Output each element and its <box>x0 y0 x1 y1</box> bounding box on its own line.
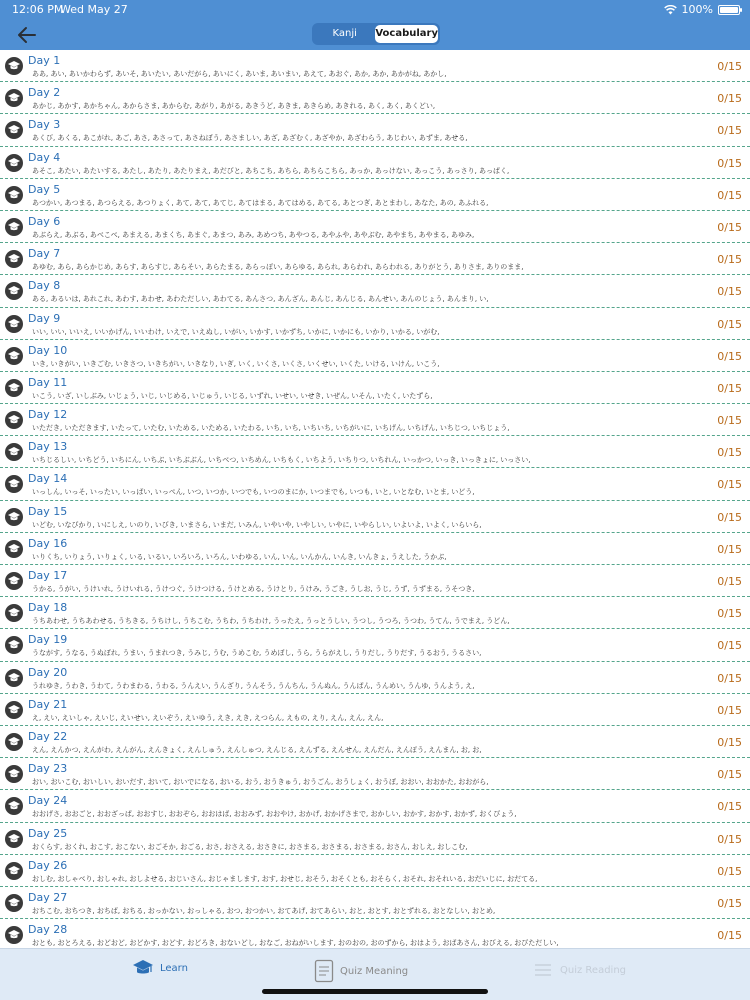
day-progress: 0/15 <box>717 60 742 73</box>
day-progress: 0/15 <box>717 542 742 556</box>
back-button[interactable] <box>14 22 40 48</box>
day-title: Day 3 <box>28 118 61 132</box>
day-row[interactable] <box>0 436 750 468</box>
day-progress: 0/15 <box>717 929 742 943</box>
day-row[interactable] <box>0 82 750 114</box>
day-list <box>0 50 750 948</box>
day-word-list: うちあわせ, うちあわせる, うちきる, うちけし, うちこむ, うちわ, うちわけ, うったえ, うっとうしい, うつし, うつろ, うつわ, うてん, うでまえ, うどん, <box>32 617 510 626</box>
day-title: Day 17 <box>28 569 68 582</box>
day-row[interactable] <box>0 855 750 887</box>
day-progress: 0/15 <box>717 188 742 202</box>
day-progress: 0/15 <box>717 285 742 299</box>
day-progress: 0/15 <box>717 317 742 331</box>
day-progress: 0/15 <box>717 832 742 846</box>
day-word-list: おちこむ, おちつき, おちば, おちる, おっかない, おっしゃる, おつ, おつかい, おてあげ, おてあらい, おと, おとす, おとずれる, おとなしい, おとめ, <box>32 906 496 915</box>
day-word-list: え, えい, えいしゃ, えいじ, えいせい, えいぞう, えいゆう, えき, えき, えつらん, えもの, えり, えん, えん, えん, <box>32 713 384 722</box>
day-word-list: いっしん, いっそ, いったい, いっぱい, いっぺん, いつ, いつか, いつでも, いつのまにか, いつまでも, いつも, いと, いとなむ, いとま, いどう, <box>32 488 475 497</box>
tab-kanji[interactable]: Kanji <box>332 28 357 39</box>
day-row[interactable] <box>0 50 750 82</box>
graduation-cap-icon <box>5 636 23 654</box>
day-progress: 0/15 <box>717 156 742 170</box>
day-title: Day 21 <box>28 697 68 711</box>
day-progress: 0/15 <box>717 381 742 395</box>
graduation-cap-icon <box>5 540 23 558</box>
day-title: Day 16 <box>28 536 68 550</box>
day-title: Day 9 <box>28 311 61 325</box>
day-word-list: いちじるしい, いちどう, いちにん, いちぶ, いちぶぶん, いちべつ, いちめん, いちもく, いちよう, いちりつ, いちれん, いっかつ, いっき, いっきょに, いっさい, <box>32 456 531 465</box>
day-word-list: ある, あるいは, あれこれ, あわす, あわせ, あわただしい, あわてる, あんさつ, あんざん, あんじ, あんじる, あんせい, あんのじょう, あんまり, い, <box>32 295 489 304</box>
day-progress: 0/15 <box>717 864 742 878</box>
graduation-cap-icon <box>5 154 23 172</box>
graduation-cap-icon <box>5 89 23 107</box>
day-word-list: おおげさ, おおごと, おおざっぱ, おおすじ, おおぞら, おおはば, おおみず, おおやけ, おかげ, おかげさまで, おかしい, おかす, おかす, おかず, おくびょう, <box>32 810 517 819</box>
day-progress: 0/15 <box>717 124 742 138</box>
tab-vocabulary[interactable]: Vocabulary <box>375 25 438 43</box>
day-progress: 0/15 <box>717 220 742 234</box>
day-row[interactable] <box>0 308 750 340</box>
day-progress: 0/15 <box>717 671 742 685</box>
day-progress: 0/15 <box>717 639 742 653</box>
graduation-cap-icon <box>5 347 23 365</box>
day-title: Day 26 <box>28 858 68 872</box>
day-word-list: あくび, あくる, あこがれ, あご, あさ, あさって, あさねぼう, あさましい, あざ, あざむく, あざやか, あざわらう, あじわい, あずま, あせる, <box>32 134 468 143</box>
graduation-cap-icon <box>5 733 23 751</box>
day-word-list: うれゆき, うわき, うわて, うわまわる, うわる, うんえい, うんざり, うんそう, うんちん, うんぬん, うんぱん, うんめい, うんゆ, うんよう, え, <box>32 681 475 690</box>
graduation-cap-icon <box>5 508 23 526</box>
tab-learn[interactable] <box>132 959 188 977</box>
graduation-cap-icon <box>5 121 23 139</box>
day-title: Day 24 <box>28 794 68 808</box>
day-title: Day 22 <box>28 729 68 743</box>
day-title: Day 4 <box>28 150 61 164</box>
day-title: Day 8 <box>28 279 61 293</box>
day-title: Day 1 <box>28 54 61 67</box>
graduation-cap-icon <box>5 282 23 300</box>
day-title: Day 20 <box>28 665 68 679</box>
tab-quiz-reading[interactable] <box>532 959 626 981</box>
day-row[interactable] <box>0 468 750 500</box>
graduation-cap-icon <box>5 186 23 204</box>
status-bar <box>0 0 750 18</box>
day-row[interactable] <box>0 533 750 565</box>
day-progress: 0/15 <box>717 735 742 749</box>
day-word-list: いりくち, いりょう, いりょく, いる, いるい, いろいろ, いろん, いわゆる, いん, いん, いんかん, いんき, いんきょ, うえした, うかぶ, <box>32 552 447 561</box>
day-row[interactable] <box>0 275 750 307</box>
graduation-cap-icon <box>5 411 23 429</box>
day-word-list: あかじ, あかす, あかちゃん, あからさま, あからむ, あがり, あがる, あきうど, あきま, あきらめ, あきれる, あく, あく, あくどい, <box>32 102 436 111</box>
day-progress: 0/15 <box>717 349 742 363</box>
tab-quiz-reading-label: Quiz Reading <box>560 964 627 976</box>
status-right <box>664 3 740 16</box>
day-word-list: おしむ, おしゃべり, おしゃれ, おしよせる, おじいさん, おじゃまします, おす, おせじ, おそう, おそくとも, おそらく, おそれ, おそれいる, おだいじに, おだてる, <box>32 874 538 883</box>
day-row[interactable] <box>0 404 750 436</box>
day-title: Day 27 <box>28 890 68 904</box>
day-title: Day 12 <box>28 408 68 422</box>
day-title: Day 14 <box>28 472 68 486</box>
day-title: Day 25 <box>28 826 68 840</box>
graduation-cap-icon <box>5 572 23 590</box>
tab-learn-label: Learn <box>160 962 188 974</box>
graduation-cap-icon <box>5 218 23 236</box>
segmented-control <box>312 23 440 45</box>
day-title: Day 13 <box>28 440 68 454</box>
day-word-list: あつかい, あつまる, あつらえる, あつりょく, あて, あて, あてじ, あてはまる, あてはめる, あてる, あとつぎ, あとまわし, あなた, あの, あふれる, <box>32 198 489 207</box>
status-time: 12:06 PM <box>12 3 64 16</box>
graduation-cap-icon <box>5 57 23 75</box>
day-row[interactable] <box>0 629 750 661</box>
day-title: Day 15 <box>28 504 68 518</box>
day-progress: 0/15 <box>717 575 742 588</box>
day-row[interactable] <box>0 565 750 597</box>
day-title: Day 2 <box>28 86 61 100</box>
day-word-list: いただき, いただきます, いたって, いたむ, いためる, いためる, いたわる, いち, いち, いちいち, いちがいに, いちげん, いちげん, いちじつ, いちじょう, <box>32 424 510 433</box>
day-title: Day 5 <box>28 182 61 196</box>
tab-quiz-meaning[interactable] <box>314 959 408 983</box>
day-title: Day 28 <box>28 923 68 937</box>
day-progress: 0/15 <box>717 414 742 428</box>
day-row[interactable] <box>0 694 750 726</box>
day-row[interactable] <box>0 340 750 372</box>
day-progress: 0/15 <box>717 607 742 621</box>
day-progress: 0/15 <box>717 510 742 524</box>
graduation-cap-icon <box>5 830 23 848</box>
day-word-list: あそこ, あたい, あたいする, あたし, あたり, あたりまえ, あだびと, あちこち, あちら, あちらこちら, あっか, あっけない, あっこう, あっさり, あっぱく, <box>32 166 510 175</box>
day-word-list: えん, えんかつ, えんがわ, えんがん, えんきょく, えんしゅう, えんしゅつ, えんじる, えんずる, えんせん, えんだん, えんぽう, えんまん, お, お, <box>32 745 482 754</box>
day-row[interactable] <box>0 662 750 694</box>
day-progress: 0/15 <box>717 703 742 717</box>
graduation-cap-icon <box>5 475 23 493</box>
graduation-cap-icon <box>5 894 23 912</box>
wifi-icon <box>664 5 677 15</box>
graduation-cap-icon <box>5 669 23 687</box>
day-progress: 0/15 <box>717 478 742 492</box>
day-word-list: いい, いい, いいえ, いいかげん, いいわけ, いえで, いえぬし, いがい, いかす, いかずち, いかに, いかにも, いかり, いかる, いがむ, <box>32 327 440 336</box>
list-icon <box>532 959 554 981</box>
graduation-cap-icon <box>5 797 23 815</box>
day-word-list: いき, いきがい, いきごむ, いきさつ, いきちがい, いきなり, いぎ, いく, いくさ, いくさ, いくせい, いくた, いける, いけん, いこう, <box>32 359 440 368</box>
day-row[interactable] <box>0 147 750 179</box>
day-word-list: あゆむ, あら, あらかじめ, あらす, あらすじ, あらそい, あらたまる, あらっぽい, あらゆる, あられ, あらわれ, あらわれる, ありがとう, ありさま, ありのまま, <box>32 263 524 272</box>
day-title: Day 18 <box>28 601 68 615</box>
day-row[interactable] <box>0 887 750 919</box>
day-progress: 0/15 <box>717 253 742 267</box>
battery-percent: 100% <box>681 3 713 16</box>
day-word-list: いどむ, いなびかり, いにしえ, いのり, いびき, いまさら, いまだ, いみん, いやいや, いやしい, いやに, いやらしい, いよいよ, いよく, いらいら, <box>32 520 482 529</box>
graduation-cap-icon <box>132 959 154 977</box>
day-row[interactable] <box>0 211 750 243</box>
day-row[interactable] <box>0 726 750 758</box>
graduation-cap-icon <box>5 250 23 268</box>
day-title: Day 11 <box>28 375 68 389</box>
day-word-list: おい, おいこむ, おいしい, おいだす, おいて, おいでになる, おいる, おう, おうきゅう, おうごん, おうしょく, おうぼ, おおい, おおかた, おおがら, <box>32 778 489 787</box>
day-progress: 0/15 <box>717 896 742 910</box>
battery-icon <box>718 5 740 15</box>
quiz-card-icon <box>314 959 334 983</box>
back-arrow-icon <box>14 22 40 48</box>
day-progress: 0/15 <box>717 92 742 106</box>
day-title: Day 10 <box>28 343 68 357</box>
day-title: Day 19 <box>28 633 68 647</box>
graduation-cap-icon <box>5 701 23 719</box>
day-row[interactable] <box>0 790 750 822</box>
day-row[interactable] <box>0 243 750 275</box>
day-progress: 0/15 <box>717 800 742 814</box>
day-word-list: あぶらえ, あぶる, あべこべ, あまえる, あまくち, あまぐ, あまつ, あみ, あめつち, あやつる, あやふや, あやぶむ, あやまち, あやまる, あゆみ, <box>32 230 475 239</box>
graduation-cap-icon <box>5 765 23 783</box>
day-word-list: ああ, あい, あいかわらず, あいそ, あいたい, あいだがら, あいにく, あいま, あいまい, あえて, あおぐ, あか, あか, あかがね, あかし, <box>32 70 447 78</box>
day-word-list: いこう, いざ, いしぶみ, いじょう, いじ, いじめる, いじゅう, いじる, いずれ, いせい, いせき, いぜん, いそん, いたく, いたずら, <box>32 391 433 400</box>
graduation-cap-icon <box>5 862 23 880</box>
nav-bar <box>0 18 750 50</box>
status-date: Wed May 27 <box>60 3 128 16</box>
day-title: Day 23 <box>28 762 68 776</box>
day-row[interactable] <box>0 919 750 948</box>
day-row[interactable] <box>0 597 750 629</box>
day-row[interactable] <box>0 823 750 855</box>
day-title: Day 6 <box>28 214 61 228</box>
tab-quiz-meaning-label: Quiz Meaning <box>340 965 409 977</box>
day-progress: 0/15 <box>717 768 742 782</box>
graduation-cap-icon <box>5 379 23 397</box>
day-word-list: うながす, うなる, うぬぼれ, うまい, うまれつき, うみじ, うむ, うめこむ, うめぼし, うら, うらがえし, うりだし, うりだす, うるおう, うるさい, <box>32 649 482 658</box>
day-row[interactable] <box>0 114 750 146</box>
home-indicator <box>262 989 488 994</box>
day-row[interactable] <box>0 758 750 790</box>
day-progress: 0/15 <box>717 446 742 460</box>
graduation-cap-icon <box>5 604 23 622</box>
graduation-cap-icon <box>5 926 23 944</box>
day-row[interactable] <box>0 372 750 404</box>
graduation-cap-icon <box>5 315 23 333</box>
graduation-cap-icon <box>5 443 23 461</box>
day-title: Day 7 <box>28 247 61 261</box>
day-word-list: おくらす, おくれ, おこす, おこない, おごそか, おごる, おさ, おさえる, おさきに, おさまる, おさまる, おさまる, おさん, おしえ, おしこむ, <box>32 842 468 851</box>
day-row[interactable] <box>0 501 750 533</box>
day-row[interactable] <box>0 179 750 211</box>
day-word-list: うかる, うがい, うけいれ, うけいれる, うけつぐ, うけつける, うけとめる, うけとり, うけみ, うごき, うしお, うじ, うず, うずまる, うそつき, <box>32 585 475 593</box>
day-word-list: おとも, おとろえる, おどおど, おどかす, おどす, おどろき, おないどし, おなご, おねがいします, おのおの, おのずから, おはよう, おばあさん, おびえる, おびただしい, <box>32 939 559 948</box>
